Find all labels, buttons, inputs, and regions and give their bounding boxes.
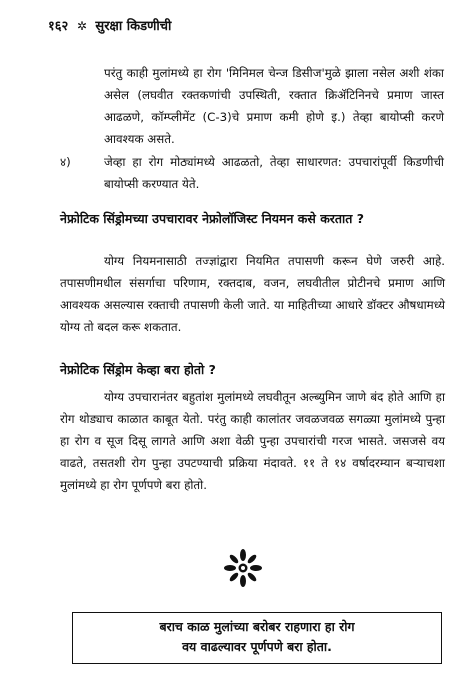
highlight-line-2: वय वाढल्यावर पूर्णपणे बरा होता. <box>182 639 332 654</box>
section-heading-cure: नेफ्रोटिक सिंड्रोम केव्हा बरा होतो ? <box>60 362 216 377</box>
list-item-number: ४) <box>60 155 71 169</box>
paragraph-biopsy-condition: परंतु काही मुलांमध्ये हा रोग 'मिनिमल चेन्ज डिसीज'मुळे झाला नसेल अशी शंका असेल (लघवीत रक्तकणांची उपस्थिती, रक्तात क्रिॲटिनिनचे प्रमाण जास्त आढळणे, कॉम्प्लीमेंट (C-3)चे प्रमाण कमी होणे इ.) तेव्हा बायोप्सी करणे आवश्यक असते. <box>104 66 444 146</box>
paragraph-monitoring: योग्य नियमनासाठी तज्ज्ञांद्वारा नियमित तपासणी करून घेणे जरुरी आहे. तपासणीमधील संसर्गाचा परिणाम, रक्तदाब, वजन, लघवीतील प्रोटीनचे प्रमाण आणि आवश्यक असल्यास रक्ताची तपासणी केली जाते. या माहितीच्या आधारे डॉक्टर औषधामध्ये योग्य तो बदल करू शकतात. <box>60 254 445 334</box>
page-number: १६२ <box>48 19 69 34</box>
section-heading-monitoring: नेफ्रोटिक सिंड्रोमच्या उपचारावर नेफ्रोलॉजिस्ट नियमन कसे करतात ? <box>60 211 365 226</box>
page-header <box>48 16 171 34</box>
floral-ornament-icon <box>223 548 263 588</box>
book-title: सुरक्षा किडणीची <box>95 19 172 34</box>
highlight-line-1: बराच काळ मुलांच्या बरोबर राहणारा हा रोग <box>159 619 355 634</box>
highlight-box <box>72 612 442 664</box>
list-item-text: जेव्हा हा रोग मोठ्यांमध्ये आढळतो, तेव्हा साधारणत: उपचारांपूर्वी किडणीची बायोप्सी करण्यात येते. <box>104 155 444 191</box>
star-separator-icon: ✲ <box>76 19 87 33</box>
paragraph-cure: योग्य उपचारानंतर बहुतांश मुलांमध्ये लघवीतून अल्ब्युमिन जाणे बंद होते आणि हा रोग थोड्याच काळात काबूत येतो. परंतु काही कालांतर जवळजवळ सगळ्या मुलांमध्ये पुन्हा हा रोग व सूज दिसू लागते आणि अशा वेळी पुन्हा उपचारांची गरज भासते. जसजसे वय वाढते, तसतशी रोग पुन्हा उपटण्याची प्रक्रिया मंदावते. ११ ते १४ वर्षादरम्यान बऱ्याचशा मुलांमध्ये हा रोग पूर्णपणे बरा होतो. <box>60 390 445 492</box>
